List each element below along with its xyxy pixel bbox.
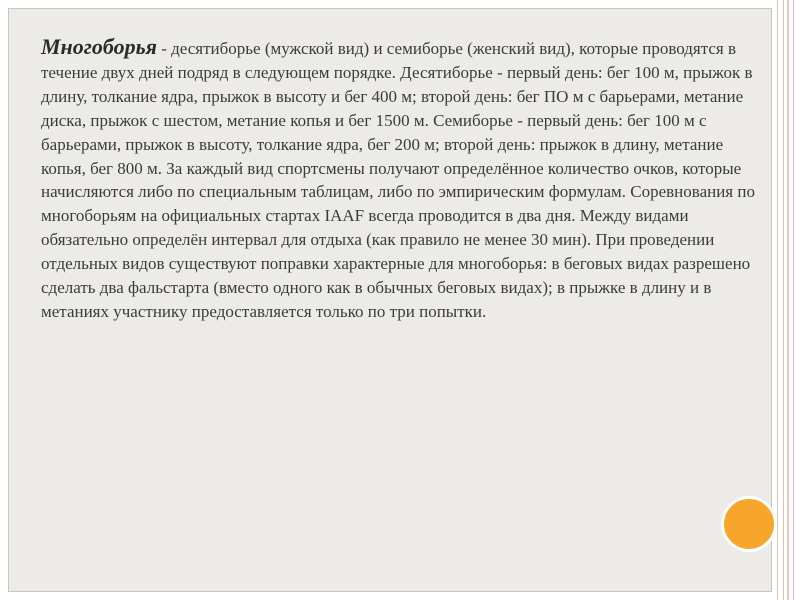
lead-term: Многоборья [41, 34, 157, 59]
body-paragraph [41, 35, 761, 324]
decorative-side-line [793, 0, 794, 600]
decorative-side-line [783, 0, 784, 600]
body-text: - десятиборье (мужской вид) и семиборье (женский вид), которые проводятся в течение двух дней подряд в следующем порядке. Десятиборье - первый день: бег 100 м, прыжок в длину, толкание ядра, прыжок в высоту и бег 400 м; второй день: бег ПО м с барьерами, метание диска, прыжок с шестом, метание копья и бег 1500 м. Семиборье - первый день: бег 100 м с барьерами, прыжок в высоту, толкание ядра, бег 200 м; второй день: прыжок в длину, метание копья, бег 800 м. За каждый вид спортсмены получают определённое количество очков, которые начисляются либо по специальным таблицам, либо по эмпирическим формулам. Соревнования по многоборьям на официальных стартах IAAF всегда проводится в два дня. Между видами обязательно определён интервал для отдыха (как правило не менее 30 мин). При проведении отдельных видов существуют поправки характерные для многоборья: в беговых видах разрешено сделать два фальстарта (вместо одного как в обычных беговых видах); в прыжке в длину и в метаниях участнику предоставляется только по три попытки. [41, 39, 755, 321]
decorative-side-line [777, 0, 778, 600]
orange-circle-decoration [721, 496, 777, 552]
decorative-side-line [787, 0, 789, 600]
content-panel [8, 8, 772, 592]
